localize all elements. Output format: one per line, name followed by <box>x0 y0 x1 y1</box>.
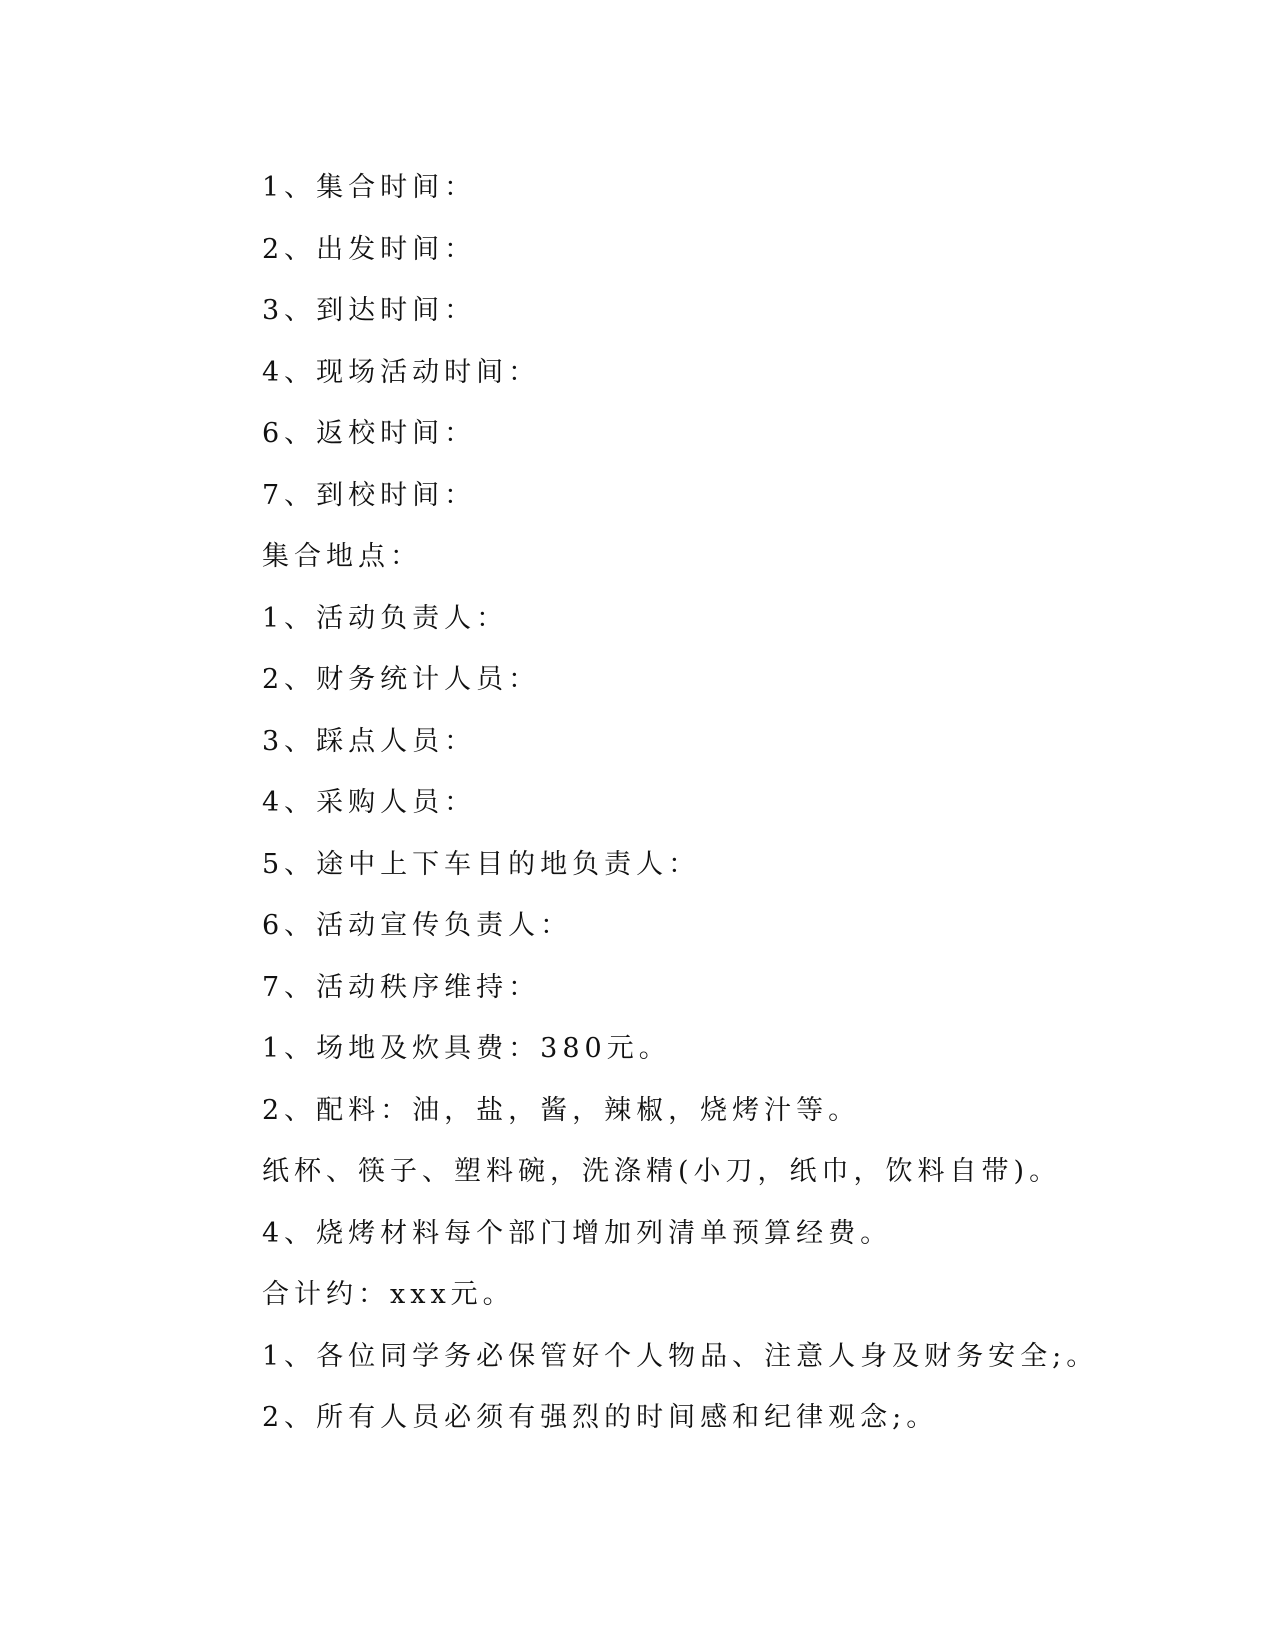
document-body <box>262 165 1162 1457</box>
line-purchasing-staff: 4、采购人员： <box>262 787 477 818</box>
line-publicity-leader: 6、活动宣传负责人： <box>262 910 573 941</box>
line-total-cost: 合计约：xxx元。 <box>262 1279 515 1310</box>
line-tableware: 纸杯、筷子、塑料碗，洗涤精(小刀，纸巾，饮料自带)。 <box>262 1156 1062 1187</box>
line-activity-time: 4、现场活动时间： <box>262 356 541 388</box>
line-finance-staff: 2、财务统计人员： <box>262 664 541 695</box>
line-discipline-note: 2、所有人员必须有强烈的时间感和纪律观念;。 <box>262 1402 939 1433</box>
line-order-keeping: 7、活动秩序维持： <box>262 971 541 1003</box>
line-assembly-place: 集合地点： <box>262 541 422 572</box>
line-departure-time: 2、出发时间： <box>262 233 477 265</box>
line-activity-leader: 1、活动负责人： <box>262 602 509 634</box>
line-scouting-staff: 3、踩点人员： <box>262 725 477 757</box>
line-return-time: 6、返校时间： <box>262 418 477 449</box>
line-safety-note: 1、各位同学务必保管好个人物品、注意人身及财务安全;。 <box>262 1340 1099 1372</box>
line-arrival-time: 3、到达时间： <box>262 295 477 326</box>
line-back-at-school-time: 7、到校时间： <box>262 479 477 511</box>
line-transport-leader: 5、途中上下车目的地负责人： <box>262 848 701 880</box>
line-seasonings: 2、配料：油，盐，酱，辣椒，烧烤汁等。 <box>262 1094 861 1126</box>
line-assembly-time: 1、集合时间： <box>262 172 477 203</box>
line-bbq-materials: 4、烧烤材料每个部门增加列清单预算经费。 <box>262 1217 893 1249</box>
line-venue-cost: 1、场地及炊具费：380元。 <box>262 1033 671 1064</box>
